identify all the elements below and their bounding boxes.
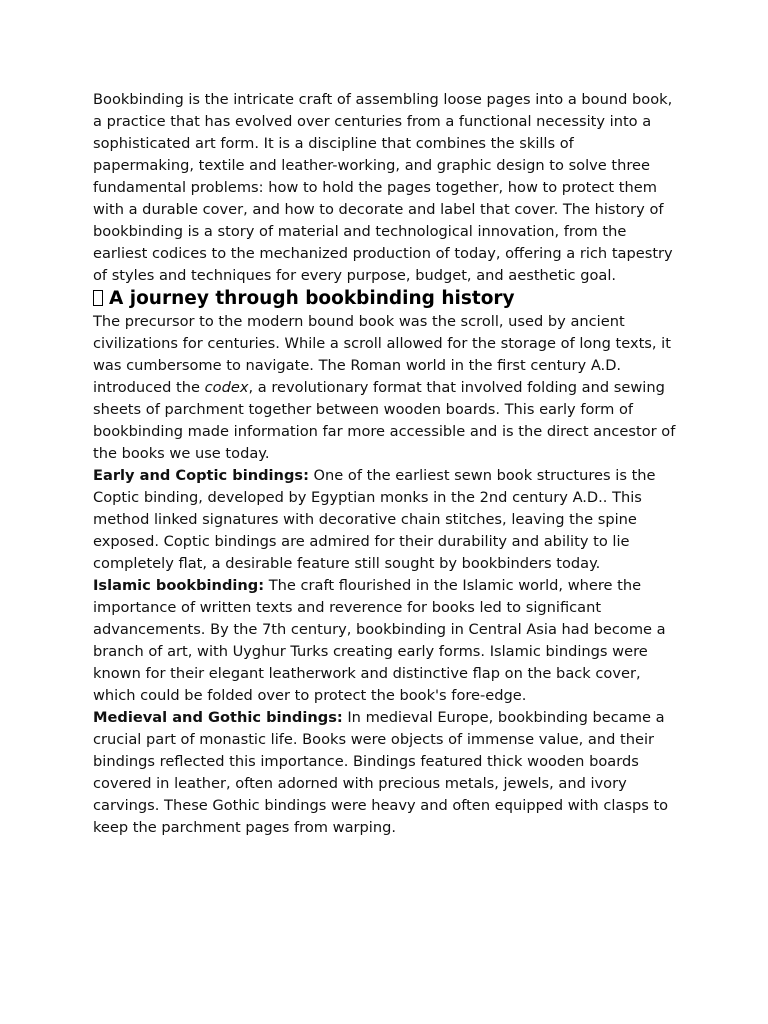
coptic-bindings-paragraph bbox=[93, 465, 679, 575]
coptic-bindings-text: One of the earliest sewn book structures is the Coptic binding, developed by Egyptian monks in the 2nd century A.D.. This method linked signatures with decorative chain stitches, leaving the spine exposed. Coptic bindings are admired for their durability and ability to lie completely flat, a desirable feature still sought by bookbinders today. bbox=[93, 467, 656, 572]
section-heading-text: A journey through bookbinding history bbox=[109, 288, 515, 309]
intro-paragraph: Bookbinding is the intricate craft of assembling loose pages into a bound book, a practice that has evolved over centuries from a functional necessity into a sophisticated art form. It is a discipline that combines the skills of papermaking, textile and leather-working, and graphic design to solve three fundamental problems: how to hold the pages together, how to protect them with a durable cover, and how to decorate and label that cover. The history of bookbinding is a story of material and technological innovation, from the earliest codices to the mechanized production of today, offering a rich tapestry of styles and techniques for every purpose, budget, and aesthetic goal. bbox=[93, 91, 673, 284]
document-body bbox=[93, 89, 679, 839]
history-text-start: The precursor to the modern bound book was the scroll, used by ancient civilizations for centuries. While a scroll allowed for the storage of long texts, it was cumbersome to navigate. The Roman world in the first century A.D. introduced the bbox=[93, 313, 671, 396]
coptic-bindings-label: Early and Coptic bindings: bbox=[93, 467, 309, 484]
missing-glyph-icon bbox=[93, 290, 103, 306]
medieval-bindings-text: In medieval Europe, bookbinding became a crucial part of monastic life. Books were objects of immense value, and their bindings reflected this importance. Bindings featured thick wooden boards covered in leather, often adorned with precious metals, jewels, and ivory carvings. These Gothic bindings were heavy and often equipped with clasps to keep the parchment pages from warping. bbox=[93, 709, 669, 836]
islamic-bookbinding-paragraph bbox=[93, 575, 679, 707]
islamic-bookbinding-label: Islamic bookbinding: bbox=[93, 577, 265, 594]
islamic-bookbinding-text: The craft flourished in the Islamic world, where the importance of written texts and reverence for books led to significant advancements. By the 7th century, bookbinding in Central Asia had become a branch of art, with Uyghur Turks creating early forms. Islamic bindings were known for their elegant leatherwork and distinctive flap on the back cover, which could be folded over to protect the book's fore-edge. bbox=[93, 577, 666, 704]
medieval-bindings-paragraph bbox=[93, 707, 679, 839]
section-heading bbox=[93, 287, 679, 311]
medieval-bindings-label: Medieval and Gothic bindings: bbox=[93, 709, 343, 726]
history-paragraph bbox=[93, 311, 679, 465]
codex-term: codex bbox=[204, 379, 249, 396]
history-text-end: , a revolutionary format that involved folding and sewing sheets of parchment together between wooden boards. This early form of bookbinding made information far more accessible and is the direct ancestor of the books we use today. bbox=[93, 379, 676, 462]
